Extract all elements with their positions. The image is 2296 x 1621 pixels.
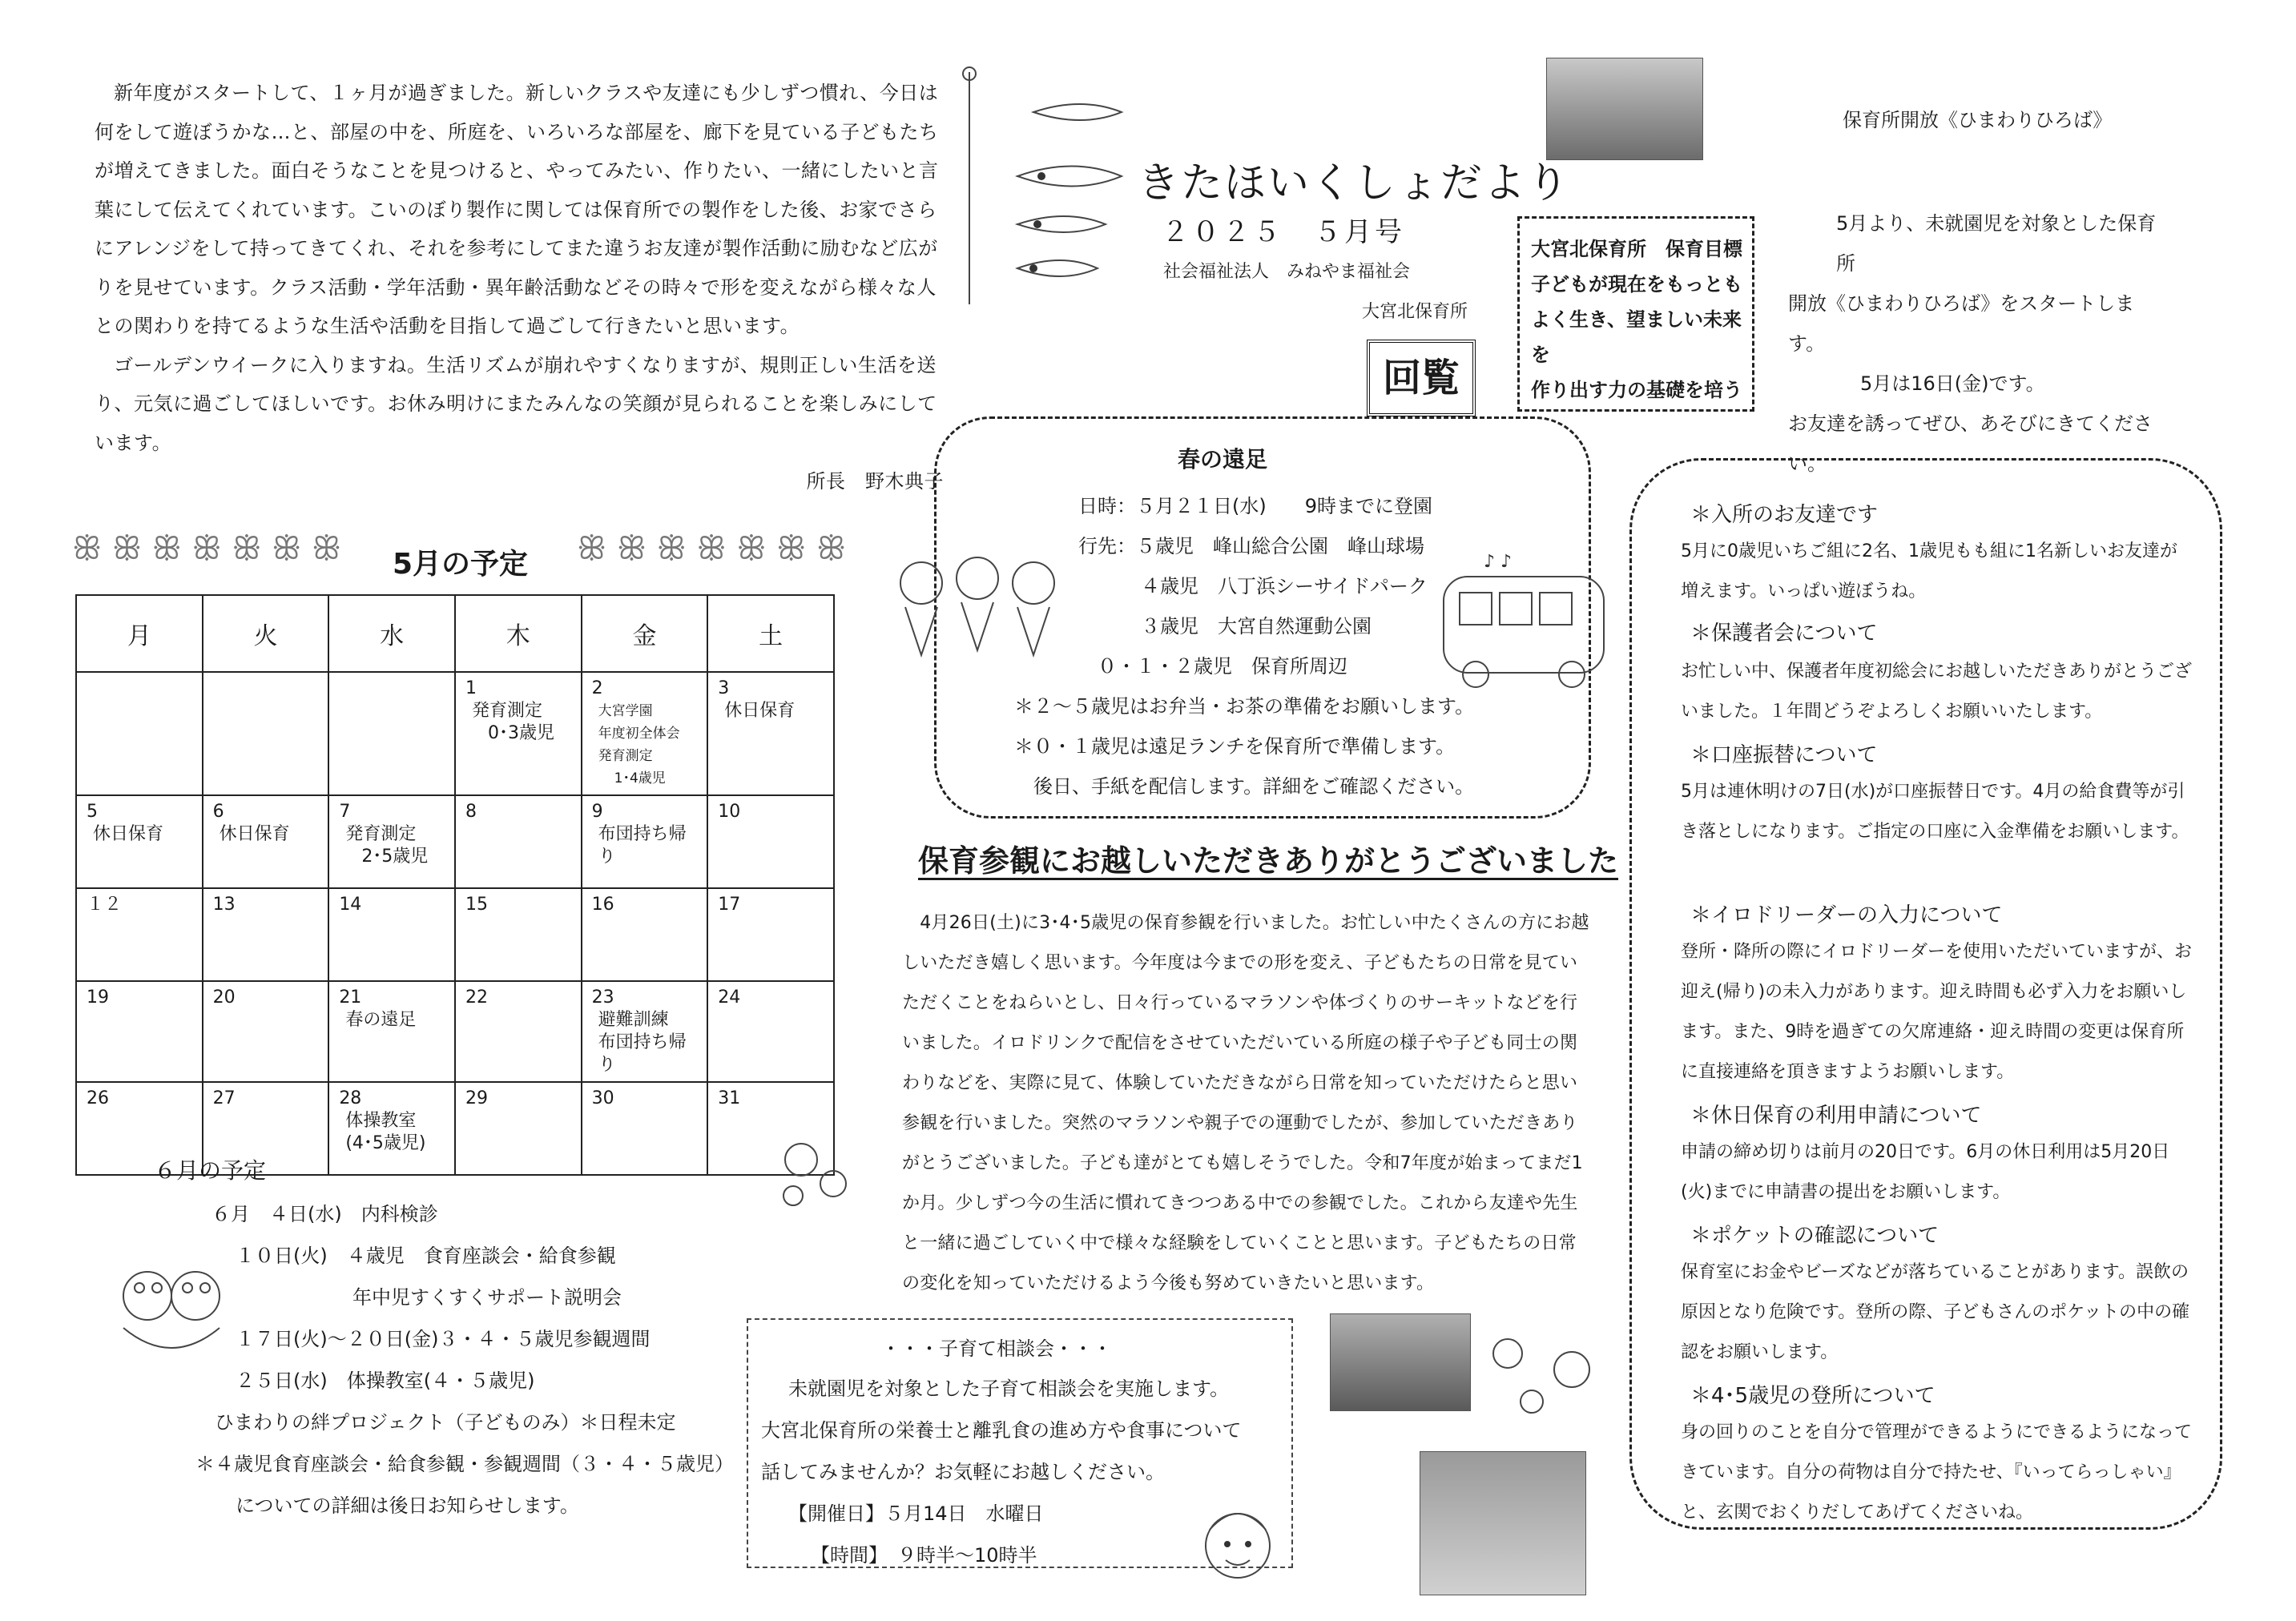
frog-illustration bbox=[107, 1256, 236, 1368]
calendar-date: 13 bbox=[212, 895, 236, 915]
calendar-day-cell bbox=[582, 795, 708, 888]
weekday-header: 水 bbox=[328, 595, 455, 672]
calendar-event: 2･5歳児 bbox=[361, 847, 429, 867]
calendar-date: 26 bbox=[87, 1088, 109, 1108]
notice-body: お忙しい中、保護者年度初総会にお越しいただきありがとうございました。１年間どうぞよろしくお願いいたします。 bbox=[1681, 662, 2193, 722]
june-item: ＊４歳児食育座談会・給食参観・参観週間（３・４・５歳児） bbox=[195, 1453, 734, 1475]
notice-title: ＊口座振替について bbox=[1690, 743, 1878, 767]
calendar-event: 休日保育 bbox=[724, 701, 796, 721]
observation-photo-2 bbox=[1420, 1451, 1586, 1595]
calendar-event: 避難訓練 bbox=[598, 1010, 669, 1030]
calendar-event: 大宮学園 bbox=[598, 703, 653, 719]
consultation-time: 【時間】 ９時半～10時半 bbox=[811, 1544, 1037, 1567]
calendar-date: 27 bbox=[212, 1088, 236, 1108]
observation-body: 4月26日(土)に3･4･5歳児の保育参観を行いました。お忙しい中たくさんの方にお越しいただき嬉しく思います。今年度は今までの形を変え、子どもたちの日常を見ていただくことをねらいとし、日々行っているマラソンや体づくりのサーキットなどを行いました。イロドリンクで配信をさせていただいている所庭の様子や子ども同士の関わりなどを、実際に見て、体験していただきながら日常を知っていただけたらと思い参観を行いました。突然のマラソンや親子での運動でしたが、参加していただきありがとうございました。子ども達がとても嬉しそうでした。令和7年度が始まってまだ1か月。少しずつ今の生活に慣れてきつつある中での参観でした。これから友達や先生と一緒に過ごしていく中で様々な経験をしていくことと思います。子どもたちの日常の変化を知っていただけるよう今後も努めていきたいと思います。 bbox=[902, 913, 1589, 1293]
calendar-date: 30 bbox=[591, 1088, 614, 1108]
may-schedule-title: 5月の予定 bbox=[393, 548, 529, 581]
nursery-name: 大宮北保育所 bbox=[1362, 302, 1468, 322]
calendar-date: 20 bbox=[212, 987, 236, 1008]
svg-text:ꕥ ꕥ ꕥ ꕥ ꕥ ꕥ ꕥ: ꕥ ꕥ ꕥ ꕥ ꕥ ꕥ ꕥ bbox=[72, 530, 342, 567]
calendar-day-cell bbox=[203, 672, 329, 795]
notice-body: 申請の締め切りは前月の20日です。6月の休日利用は5月20日(火)までに申請書の提出をお願いします。 bbox=[1681, 1142, 2170, 1202]
intro-paragraph-1: 新年度がスタートして、１ヶ月が過ぎました。新しいクラスや友達にも少しずつ慣れ、今日は何をして遊ぼうかな…と、部屋の中を、所庭を、いろいろな部屋を、廊下を見ている子どもたちが増えてきました。面白そうなことを見つけると、やってみたい、作りたい、一緒にしたいと言葉にして伝えてくれています。こいのぼり製作に関しては保育所での製作をした後、お家でさらにアレンジをして持ってきてくれ、それを参考にしてまた違うお友達が製作活動に励むなど広がりを見せています。クラス活動・学年活動・異年齢活動などその時々で形を変えながら様々な人との関わりを持てるような生活や活動を目指して過ごして行きたいと思います。 bbox=[95, 82, 939, 337]
weekday-header: 火 bbox=[203, 595, 329, 672]
calendar-day-cell bbox=[76, 672, 203, 795]
excursion-note-2: ＊０・１歳児は遠足ランチを保育所で準備します。 bbox=[1014, 735, 1456, 758]
excursion-dest-012: ０・１・２歳児 保育所周辺 bbox=[1098, 655, 1347, 678]
flower-illustration-2 bbox=[1476, 1321, 1612, 1426]
notice-title: ＊4･5歳児の登所について bbox=[1690, 1384, 1935, 1408]
calendar-event: 布団持ち帰り bbox=[598, 824, 687, 867]
observation-photo-1 bbox=[1330, 1313, 1471, 1411]
notice-title: ＊休日保育の利用申請について bbox=[1690, 1104, 1982, 1128]
weekday-header: 金 bbox=[582, 595, 708, 672]
calendar-day-cell bbox=[455, 1082, 582, 1175]
notice-title: ＊イロドリーダーの入力について bbox=[1690, 903, 2003, 927]
calendar-event: 年度初全体会 bbox=[598, 726, 680, 742]
goal-line: よく生き、望ましい未来を bbox=[1531, 308, 1742, 366]
notice-title: ＊ポケットの確認について bbox=[1690, 1224, 1940, 1248]
may-calendar bbox=[75, 594, 835, 1176]
calendar-day-cell bbox=[328, 888, 455, 981]
kairan-stamp: 回覧 bbox=[1367, 340, 1476, 416]
calendar-day-cell bbox=[328, 795, 455, 888]
calendar-day-cell bbox=[707, 795, 834, 888]
weekday-header: 木 bbox=[455, 595, 582, 672]
calendar-date: 22 bbox=[465, 987, 488, 1008]
decorative-border-right bbox=[577, 524, 857, 572]
calendar-event: 休日保育 bbox=[93, 824, 164, 844]
calendar-date: 1 bbox=[465, 678, 477, 698]
calendar-date: 14 bbox=[339, 895, 362, 915]
calendar-event: 体操教室 bbox=[345, 1111, 417, 1131]
june-item: ６月 ４日(水) 内科検診 bbox=[211, 1203, 438, 1225]
calendar-date: １２ bbox=[87, 895, 123, 915]
bus-illustration bbox=[1436, 545, 1628, 697]
issue-label: ２０２５ ５月号 bbox=[1162, 216, 1405, 248]
calendar-day-cell bbox=[582, 672, 708, 795]
open-day-line: 5月より、未就園児を対象とした保育所 bbox=[1836, 212, 2157, 275]
weekday-header: 土 bbox=[707, 595, 834, 672]
calendar-header-row bbox=[76, 595, 834, 672]
calendar-date: 8 bbox=[465, 802, 477, 822]
notice-title: ＊入所のお友達です bbox=[1690, 503, 1879, 527]
calendar-date: 3 bbox=[718, 678, 730, 698]
consultation-title: ・・・子育て相談会・・・ bbox=[881, 1337, 1112, 1360]
open-day-body bbox=[1788, 203, 2157, 484]
calendar-day-cell bbox=[203, 795, 329, 888]
calendar-day-cell bbox=[203, 888, 329, 981]
calendar-date: 2 bbox=[591, 678, 603, 698]
open-day-line: 5月は16日(金)です。 bbox=[1860, 372, 2045, 395]
june-schedule-title: ６月の予定 bbox=[154, 1157, 267, 1184]
june-item: １０日(火) ４歳児 食育座談会・給食参観 bbox=[236, 1245, 616, 1267]
cook-illustration bbox=[1186, 1490, 1290, 1602]
newsletter-title: きたほいくしょだより bbox=[1138, 159, 1571, 207]
calendar-date: 28 bbox=[339, 1088, 362, 1108]
consultation-date: 【開催日】５月14日 水曜日 bbox=[788, 1502, 1044, 1525]
open-day-line: お友達を誘ってぜひ、あそびにきてください。 bbox=[1788, 412, 2153, 475]
calendar-date: 15 bbox=[465, 895, 488, 915]
calendar-week-row bbox=[76, 795, 834, 888]
excursion-note-3: 後日、手紙を配信します。詳細をご確認ください。 bbox=[1033, 775, 1475, 798]
calendar-event: 発育測定 bbox=[345, 824, 417, 844]
calendar-event: 発育測定 bbox=[471, 701, 542, 721]
koinobori-photo bbox=[1546, 58, 1703, 160]
children-illustration bbox=[889, 551, 1065, 671]
excursion-dest-3: ３歳児 大宮自然運動公園 bbox=[1141, 615, 1372, 638]
open-day-title: 保育所開放《ひまわりひろば》 bbox=[1843, 109, 2113, 131]
calendar-date: 17 bbox=[718, 895, 741, 915]
svg-text:♪ ♪: ♪ ♪ bbox=[1484, 552, 1513, 572]
consultation-line: 未就園児を対象とした子育て相談会を実施します。 bbox=[788, 1378, 1230, 1400]
calendar-day-cell bbox=[76, 888, 203, 981]
excursion-title: 春の遠足 bbox=[1178, 446, 1268, 473]
calendar-day-cell bbox=[455, 672, 582, 795]
calendar-day-cell bbox=[76, 795, 203, 888]
koinobori-illustration bbox=[953, 64, 1130, 304]
calendar-week-row bbox=[76, 888, 834, 981]
calendar-date: 19 bbox=[87, 987, 109, 1008]
goal-line: 子どもが現在をもっとも bbox=[1531, 273, 1742, 296]
calendar-event: 布団持ち帰り bbox=[598, 1032, 687, 1075]
calendar-date: 5 bbox=[87, 802, 98, 822]
intro-paragraph-2: ゴールデンウイークに入りますね。生活リズムが崩れやすくなりますが、規則正しい生活を送り、元気に過ごしてほしいです。お休み明けにまたみんなの笑顔が見られることを楽しみにしています。 bbox=[95, 353, 937, 454]
observation-heading: 保育参観にお越しいただきありがとうございました bbox=[918, 843, 1619, 879]
calendar-day-cell bbox=[707, 981, 834, 1082]
excursion-date: 日時：５月２１日(水) 9時までに登園 bbox=[1078, 495, 1432, 517]
nursery-goal-box bbox=[1517, 216, 1754, 412]
flower-illustration bbox=[769, 1128, 857, 1216]
june-item: についての詳細は後日お知らせします。 bbox=[236, 1494, 579, 1517]
consultation-line: 大宮北保育所の栄養士と離乳食の進め方や食事について bbox=[761, 1419, 1242, 1442]
principal-signature: 所長 野木典子 bbox=[806, 470, 944, 493]
excursion-dest-5: 行先：５歳児 峰山総合公園 峰山球場 bbox=[1078, 535, 1424, 557]
consultation-line: 話してみませんか？お気軽にお越しください。 bbox=[761, 1461, 1165, 1483]
organization-name: 社会福祉法人 みねやま福祉会 bbox=[1163, 262, 1411, 282]
calendar-day-cell bbox=[582, 981, 708, 1082]
weekday-header: 月 bbox=[76, 595, 203, 672]
calendar-date: 7 bbox=[339, 802, 351, 822]
notice-body: 保育室にお金やビーズなどが落ちていることがあります。誤飲の原因となり危険です。登所の際、子どもさんのポケットの中の確認をお願いします。 bbox=[1681, 1262, 2190, 1362]
june-item: １７日(火)～２０日(金)３・４・５歳児参観週間 bbox=[236, 1328, 651, 1350]
calendar-event: 休日保育 bbox=[219, 824, 290, 844]
calendar-date: 6 bbox=[212, 802, 224, 822]
intro-message bbox=[95, 74, 944, 501]
calendar-event: (4･5歳児) bbox=[345, 1133, 426, 1153]
calendar-date: 29 bbox=[465, 1088, 488, 1108]
calendar-event: 0･3歳児 bbox=[487, 723, 554, 743]
calendar-week-row bbox=[76, 981, 834, 1082]
calendar-day-cell bbox=[707, 672, 834, 795]
calendar-day-cell bbox=[455, 981, 582, 1082]
june-item: 年中児すくすくサポート説明会 bbox=[352, 1286, 622, 1309]
calendar-date: 23 bbox=[591, 987, 614, 1008]
june-item: ひまわりの絆プロジェクト（子どものみ）＊日程未定 bbox=[215, 1411, 676, 1434]
excursion-dest-4: ４歳児 八丁浜シーサイドパーク bbox=[1141, 575, 1428, 597]
calendar-week-row bbox=[76, 672, 834, 795]
calendar-event: 春の遠足 bbox=[345, 1010, 417, 1030]
calendar-date: 31 bbox=[718, 1088, 741, 1108]
calendar-day-cell bbox=[707, 888, 834, 981]
goal-line: 作り出す力の基礎を培う bbox=[1531, 379, 1742, 401]
calendar-day-cell bbox=[582, 888, 708, 981]
goal-line: 大宮北保育所 保育目標 bbox=[1531, 238, 1742, 260]
calendar-body bbox=[76, 672, 834, 1175]
calendar-date: 10 bbox=[718, 802, 741, 822]
decorative-border-left bbox=[72, 524, 369, 572]
calendar-date: 24 bbox=[718, 987, 741, 1008]
excursion-note-1: ＊２～５歳児はお弁当・お茶の準備をお願いします。 bbox=[1014, 695, 1475, 718]
calendar-day-cell bbox=[455, 888, 582, 981]
notice-body: 登所・降所の際にイロドリーダーを使用いただいていますが、お迎え(帰り)の未入力があります。迎え時間も必ず入力をお願いします。また、9時を過ぎての欠席連絡・迎え時間の変更は保育所に直接連絡を頂きますようお願いします。 bbox=[1681, 942, 2193, 1082]
notice-body: 身の回りのことを自分で管理ができるようにできるようになってきています。自分の荷物は自分で持たせ、『いってらっしゃい』と、玄関でおくりだしてあげてくださいね。 bbox=[1681, 1422, 2193, 1522]
calendar-event: 1･4歳児 bbox=[614, 770, 666, 786]
open-day-line: 開放《ひまわりひろば》をスタートします。 bbox=[1788, 292, 2135, 355]
calendar-day-cell bbox=[328, 1082, 455, 1175]
calendar-date: 16 bbox=[591, 895, 614, 915]
calendar-date: 9 bbox=[591, 802, 603, 822]
svg-text:ꕥ ꕥ ꕥ ꕥ ꕥ ꕥ ꕥ: ꕥ ꕥ ꕥ ꕥ ꕥ ꕥ ꕥ bbox=[577, 530, 847, 567]
calendar-day-cell bbox=[582, 1082, 708, 1175]
calendar-day-cell bbox=[328, 981, 455, 1082]
notice-body: 5月は連休明けの7日(水)が口座振替日です。4月の給食費等が引き落としになります。ご指定の口座に入金準備をお願いします。 bbox=[1681, 782, 2189, 842]
notice-title: ＊保護者会について bbox=[1690, 621, 1878, 646]
calendar-day-cell bbox=[328, 672, 455, 795]
notice-body: 5月に0歳児いちご組に2名、1歳児もも組に1名新しいお友達が増えます。いっぱい遊ぼうね。 bbox=[1681, 541, 2177, 601]
calendar-date: 21 bbox=[339, 987, 362, 1008]
calendar-day-cell bbox=[203, 981, 329, 1082]
june-item: ２５日(水) 体操教室(４・５歳児) bbox=[236, 1370, 535, 1392]
calendar-day-cell bbox=[76, 981, 203, 1082]
calendar-event: 発育測定 bbox=[598, 748, 653, 764]
calendar-day-cell bbox=[455, 795, 582, 888]
